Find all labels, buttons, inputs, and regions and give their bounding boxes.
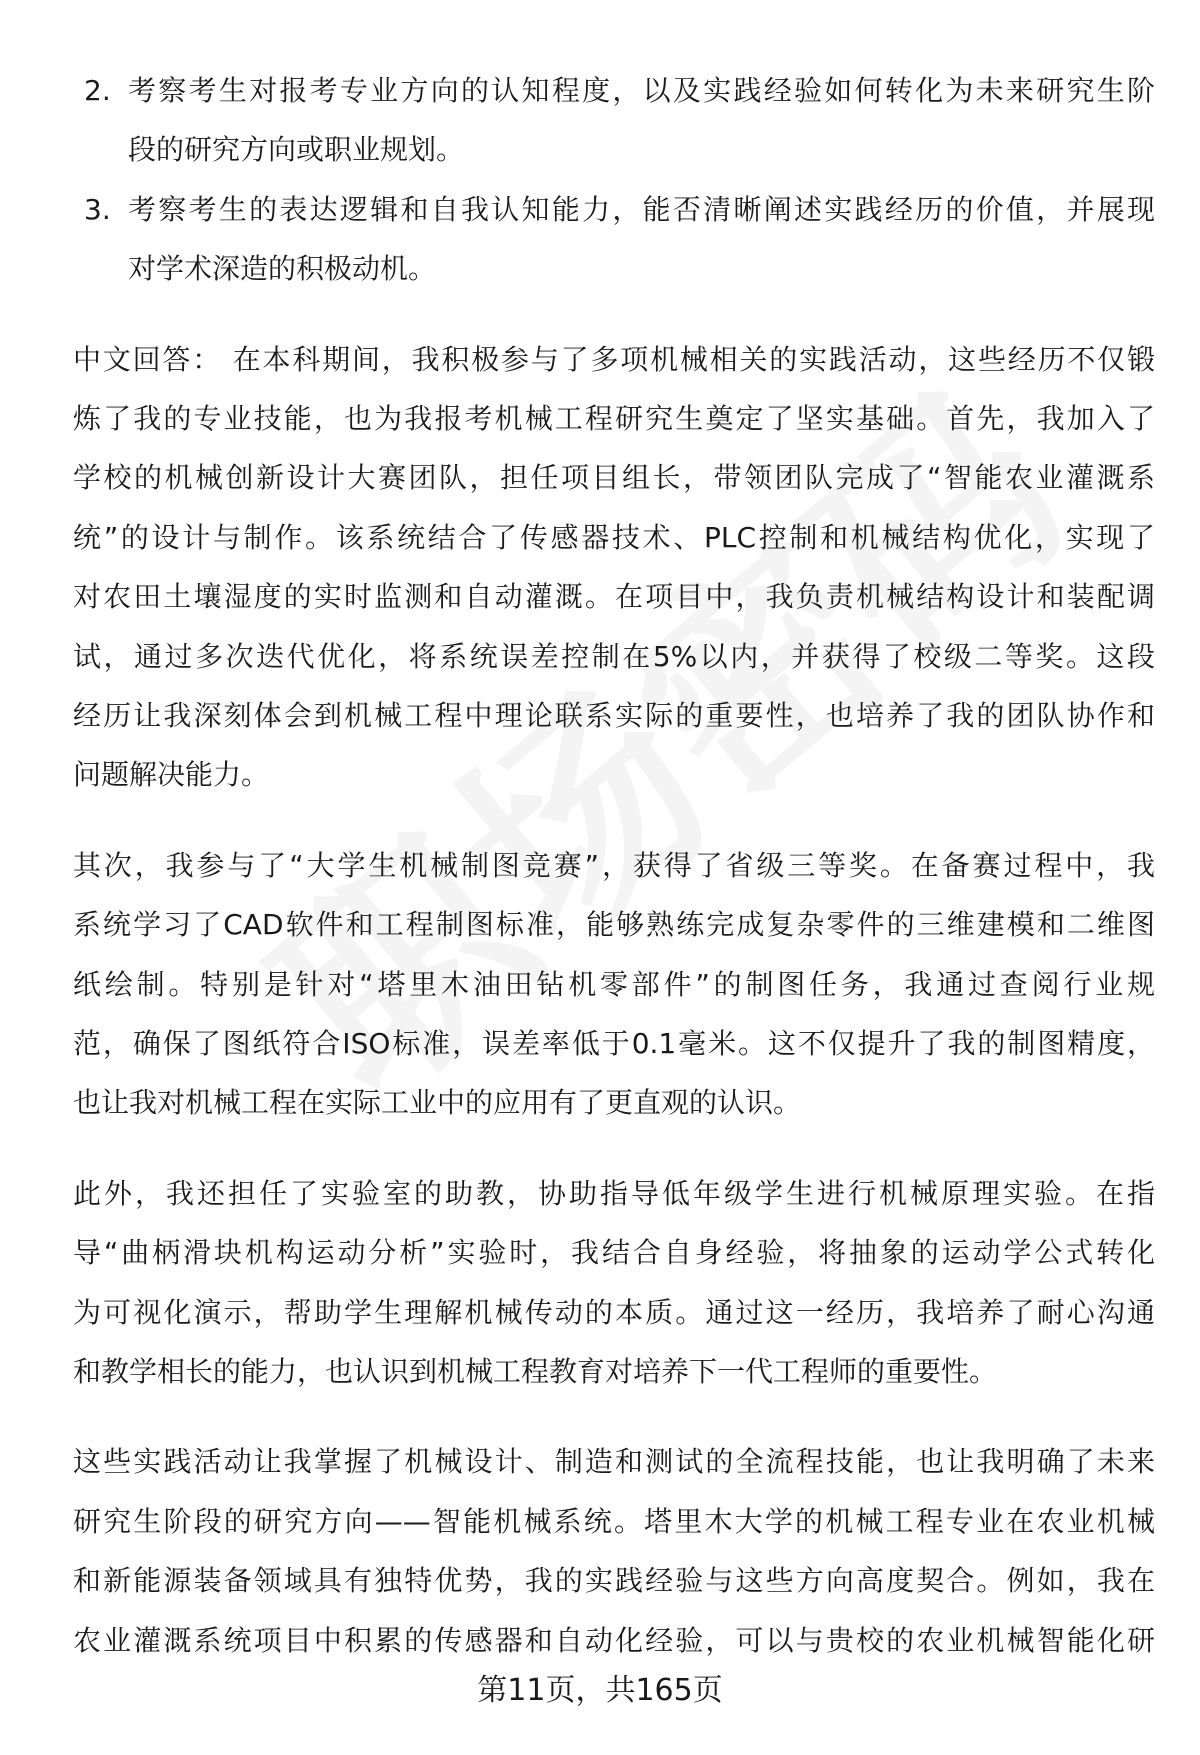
paragraph-line: 学校的机械创新设计大赛团队，担任项目组长，带领团队完成了“智能农业灌溉系: [73, 461, 1155, 495]
paragraph-line: 纸绘制。特别是针对“塔里木油田钻机零部件”的制图任务，我通过查阅行业规: [73, 967, 1155, 1001]
paragraph-line: 农业灌溉系统项目中积累的传感器和自动化经验，可以与贵校的农业机械智能化研: [73, 1623, 1155, 1657]
list-item-text: 考察考生的表达逻辑和自我认知能力，能否清晰阐述实践经历的价值，并展现: [128, 192, 1155, 226]
paragraph-line: 研究生阶段的研究方向——智能机械系统。塔里木大学的机械工程专业在农业机械: [73, 1504, 1155, 1538]
page-footer: 第11页，共165页: [477, 1673, 723, 1708]
list-item-text: 段的研究方向或职业规划。: [128, 133, 465, 167]
paragraph-line: 问题解决能力。: [73, 758, 270, 792]
list-item-number: 2.: [84, 74, 111, 107]
paragraph-line: 统”的设计与制作。该系统结合了传感器技术、PLC控制和机械结构优化，实现了: [73, 520, 1155, 554]
list-item-number: 3.: [84, 192, 111, 226]
paragraph-line: 炼了我的专业技能，也为我报考机械工程研究生奠定了坚实基础。首先，我加入了: [73, 402, 1155, 435]
paragraph-line: 中文回答： 在本科期间，我积极参与了多项机械相关的实践活动，这些经历不仅锻: [73, 342, 1155, 376]
paragraph-line: 导“曲柄滑块机构运动分析”实验时，我结合自身经验，将抽象的运动学公式转化: [73, 1236, 1155, 1270]
list-item-text: 对学术深造的积极动机。: [128, 252, 437, 286]
paragraph-line: 范，确保了图纸符合ISO标准，误差率低于0.1毫米。这不仅提升了我的制图精度，: [73, 1027, 1155, 1060]
paragraph-line: 试，通过多次迭代优化，将系统误差控制在5%以内，并获得了校级二等奖。这段: [73, 639, 1155, 673]
list-item-text: 考察考生对报考专业方向的认知程度，以及实践经验如何转化为未来研究生阶: [128, 74, 1155, 107]
paragraph-line: 也让我对机械工程在实际工业中的应用有了更直观的认识。: [73, 1086, 802, 1120]
paragraph-line: 为可视化演示，帮助学生理解机械传动的本质。通过这一经历，我培养了耐心沟通: [73, 1295, 1155, 1329]
paragraph-line: 和教学相长的能力，也认识到机械工程教育对培养下一代工程师的重要性。: [73, 1355, 998, 1388]
paragraph-line: 经历让我深刻体会到机械工程中理论联系实际的重要性，也培养了我的团队协作和: [73, 699, 1155, 732]
paragraph-line: 其次，我参与了“大学生机械制图竞赛”，获得了省级三等奖。在备赛过程中，我: [73, 848, 1155, 882]
paragraph-line: 这些实践活动让我掌握了机械设计、制造和测试的全流程技能，也让我明确了未来: [73, 1445, 1155, 1479]
paragraph-line: 和新能源装备领域具有独特优势，我的实践经验与这些方向高度契合。例如，我在: [73, 1564, 1155, 1598]
paragraph-line: 系统学习了CAD软件和工程制图标准，能够熟练完成复杂零件的三维建模和二维图: [73, 908, 1155, 942]
paragraph-line: 此外，我还担任了实验室的助教，协助指导低年级学生进行机械原理实验。在指: [73, 1176, 1155, 1210]
paragraph-line: 对农田土壤湿度的实时监测和自动灌溉。在项目中，我负责机械结构设计和装配调: [73, 580, 1155, 614]
